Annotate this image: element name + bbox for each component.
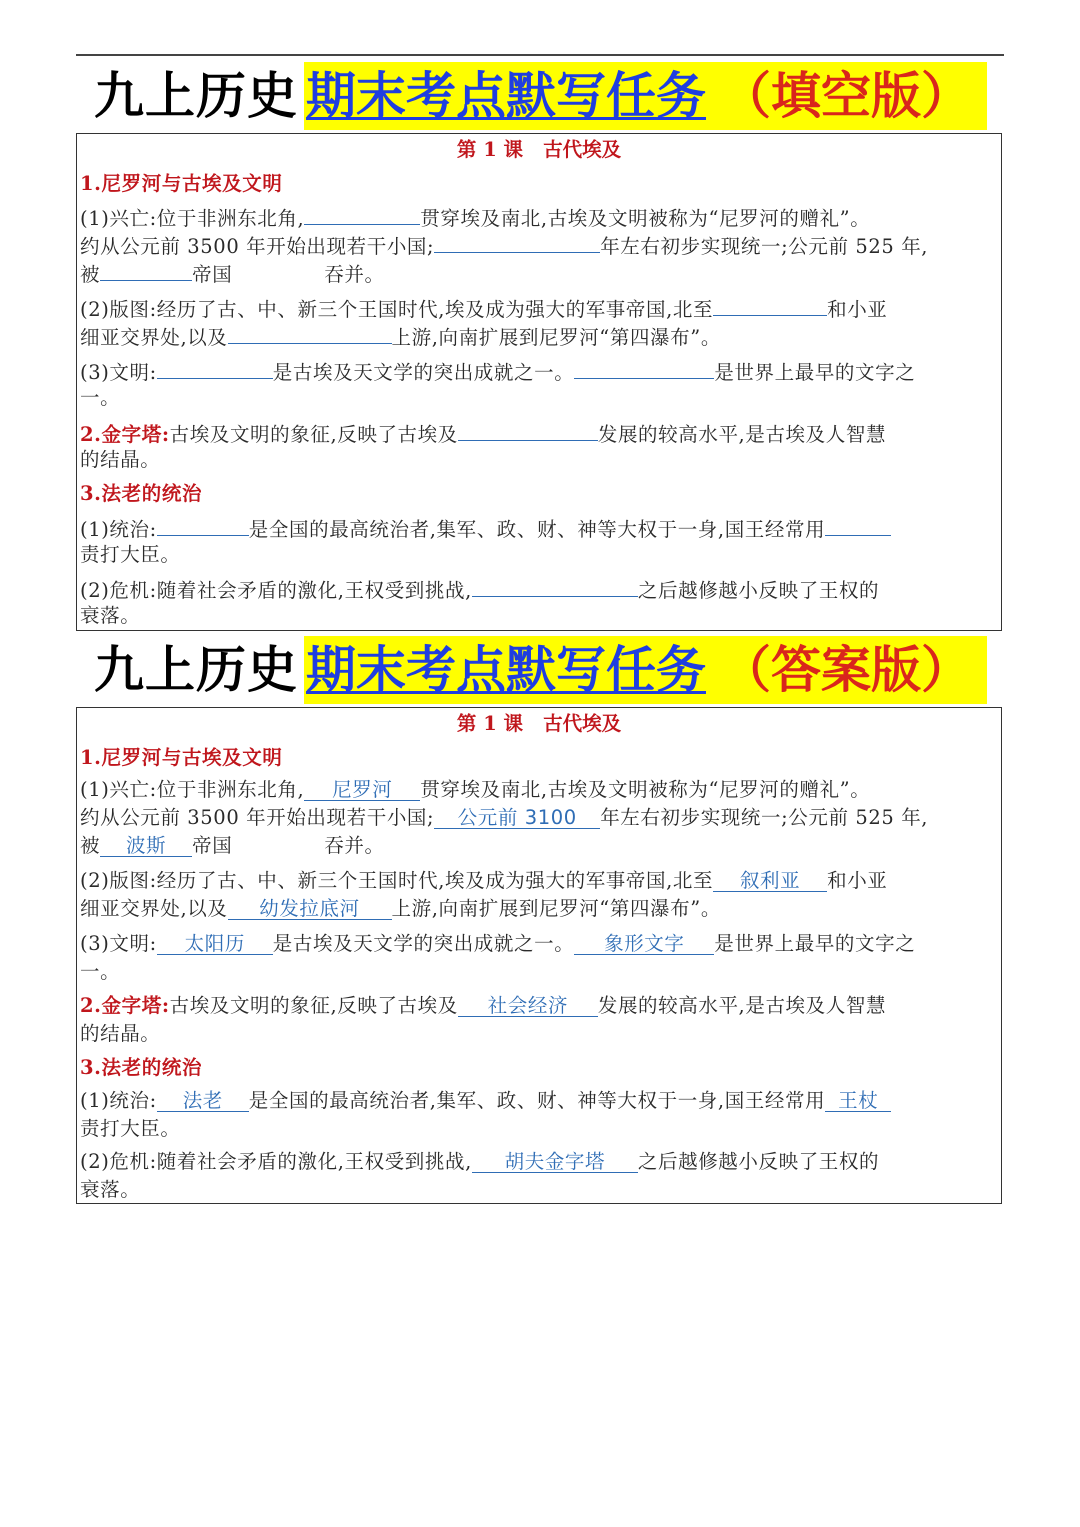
text: 是世界上最早的文字之 [714, 932, 916, 955]
answer-9: 法老 [157, 1089, 249, 1112]
worksheet-answer-box [76, 707, 1002, 1204]
blank-11[interactable] [472, 574, 638, 597]
section-1-heading: 1.尼罗河与古埃及文明 [80, 172, 283, 195]
section-3-heading: 3.法老的统治 [80, 1056, 203, 1079]
s1-p2-line1 [80, 293, 1000, 321]
s3-p2-line1 [80, 1148, 1000, 1176]
s1-p1-line2 [80, 230, 1000, 258]
answer-6: 太阳历 [157, 932, 273, 955]
text: (1)统治: [80, 1089, 157, 1112]
text: 发展的较高水平,是古埃及人智慧 [597, 994, 887, 1017]
s3-p2-line2: 衰落。 [80, 1178, 141, 1201]
title-answer-version [76, 636, 1004, 704]
text: 是古埃及天文学的突出成就之一。 [272, 932, 575, 955]
text: 是全国的最高统治者,集军、政、财、神等大权于一身,国王经常用 [248, 518, 826, 541]
s1-p1-line3 [80, 832, 1000, 860]
s2-line1 [80, 418, 1000, 446]
text: 吞并。 [324, 834, 385, 857]
text: 年左右初步实现统一;公元前 525 年, [600, 806, 929, 829]
s1-p2-line1 [80, 867, 1000, 895]
answer-8: 社会经济 [458, 994, 598, 1017]
text: 是全国的最高统治者,集军、政、财、神等大权于一身,国王经常用 [248, 1089, 826, 1112]
s1-p1-line3 [80, 258, 1000, 286]
text: (1)兴亡:位于非洲东北角, [80, 778, 305, 801]
s3-p1-line2: 责打大臣。 [80, 543, 181, 566]
blank-7[interactable] [574, 356, 714, 379]
text: (3)文明: [80, 932, 157, 955]
title-task: 期末考点默写任务 [306, 640, 706, 699]
title-task: 期末考点默写任务 [306, 66, 706, 125]
s1-p3-line2: 一。 [80, 386, 121, 409]
text: 帝国 [192, 834, 233, 857]
lesson-name: 古代埃及 [543, 138, 622, 161]
blank-10[interactable] [825, 513, 891, 536]
s1-p2-line2 [80, 895, 1000, 923]
text: 帝国 [192, 263, 233, 286]
s3-p1-line1 [80, 1087, 1000, 1115]
s1-p1-line1 [80, 202, 1000, 230]
s3-p1-line2: 责打大臣。 [80, 1117, 181, 1140]
answer-1: 尼罗河 [304, 778, 420, 801]
s2-line2: 的结晶。 [80, 448, 161, 471]
blank-1[interactable] [304, 202, 420, 225]
text: 约从公元前 3500 年开始出现若干小国; [80, 806, 435, 829]
text: (3)文明: [80, 361, 157, 384]
text: 吞并。 [324, 263, 385, 286]
answer-7: 象形文字 [574, 932, 714, 955]
top-rule [76, 54, 1004, 56]
text: 和小亚 [827, 298, 888, 321]
text: 古埃及文明的象征,反映了古埃及 [169, 994, 458, 1017]
text: 细亚交界处,以及 [80, 326, 228, 349]
blank-5[interactable] [228, 321, 392, 344]
s3-p2-line1 [80, 574, 1000, 602]
answer-2: 公元前 3100 [434, 806, 600, 829]
text: 贯穿埃及南北,古埃及文明被称为“尼罗河的赠礼”。 [420, 207, 871, 230]
text: 古埃及文明的象征,反映了古埃及 [169, 423, 458, 446]
s1-p2-line2 [80, 321, 1000, 349]
text: 被 [80, 263, 101, 286]
answer-5: 幼发拉底河 [228, 897, 392, 920]
text: 贯穿埃及南北,古埃及文明被称为“尼罗河的赠礼”。 [420, 778, 871, 801]
s1-p1-line2 [80, 804, 1000, 832]
blank-4[interactable] [713, 293, 827, 316]
s3-p2-line2: 衰落。 [80, 604, 141, 627]
text: (2)危机:随着社会矛盾的激化,王权受到挑战, [80, 579, 472, 602]
text: 是世界上最早的文字之 [714, 361, 916, 384]
text: 上游,向南扩展到尼罗河“第四瀑布”。 [391, 326, 721, 349]
s1-p3-line1 [80, 930, 1000, 958]
text: (1)兴亡:位于非洲东北角, [80, 207, 305, 230]
s3-p1-line1 [80, 513, 1000, 541]
text: 细亚交界处,以及 [80, 897, 228, 920]
title-version-label: （填空版） [721, 66, 971, 125]
title-fill-version [76, 62, 1004, 130]
section-2-heading: 2.金字塔: [80, 994, 170, 1017]
blank-2[interactable] [434, 230, 600, 253]
lesson-number: 第 1 课 [456, 712, 524, 735]
text: 之后越修越小反映了王权的 [637, 1150, 880, 1173]
section-3-heading: 3.法老的统治 [80, 482, 203, 505]
s1-p1-line1 [80, 776, 1000, 804]
s2-line1 [80, 992, 1000, 1020]
section-2-heading: 2.金字塔: [80, 423, 170, 446]
worksheet-fill-box [76, 133, 1002, 631]
text: 约从公元前 3500 年开始出现若干小国; [80, 235, 435, 258]
title-version-label: （答案版） [721, 640, 971, 699]
lesson-number: 第 1 课 [456, 138, 524, 161]
s1-p3-line2: 一。 [80, 960, 121, 983]
lesson-heading [77, 710, 1001, 738]
title-prefix: 九上历史 [94, 66, 298, 125]
text: (2)版图:经历了古、中、新三个王国时代,埃及成为强大的军事帝国,北至 [80, 869, 714, 892]
text: 是古埃及天文学的突出成就之一。 [272, 361, 575, 384]
text: 和小亚 [827, 869, 888, 892]
blank-3[interactable] [100, 258, 192, 281]
text: (2)危机:随着社会矛盾的激化,王权受到挑战, [80, 1150, 472, 1173]
title-prefix: 九上历史 [94, 640, 298, 699]
text: 发展的较高水平,是古埃及人智慧 [597, 423, 887, 446]
s1-p3-line1 [80, 356, 1000, 384]
text: 年左右初步实现统一;公元前 525 年, [600, 235, 929, 258]
answer-3: 波斯 [100, 834, 192, 857]
answer-10: 王杖 [825, 1089, 891, 1112]
text: (2)版图:经历了古、中、新三个王国时代,埃及成为强大的军事帝国,北至 [80, 298, 714, 321]
lesson-name: 古代埃及 [543, 712, 622, 735]
blank-6[interactable] [157, 356, 273, 379]
text: 被 [80, 834, 101, 857]
answer-11: 胡夫金字塔 [472, 1150, 638, 1173]
text: (1)统治: [80, 518, 157, 541]
text: 上游,向南扩展到尼罗河“第四瀑布”。 [391, 897, 721, 920]
text: 之后越修越小反映了王权的 [637, 579, 880, 602]
blank-8[interactable] [458, 418, 598, 441]
lesson-heading [77, 136, 1001, 164]
s2-line2: 的结晶。 [80, 1022, 161, 1045]
blank-9[interactable] [157, 513, 249, 536]
section-1-heading: 1.尼罗河与古埃及文明 [80, 746, 283, 769]
answer-4: 叙利亚 [713, 869, 827, 892]
